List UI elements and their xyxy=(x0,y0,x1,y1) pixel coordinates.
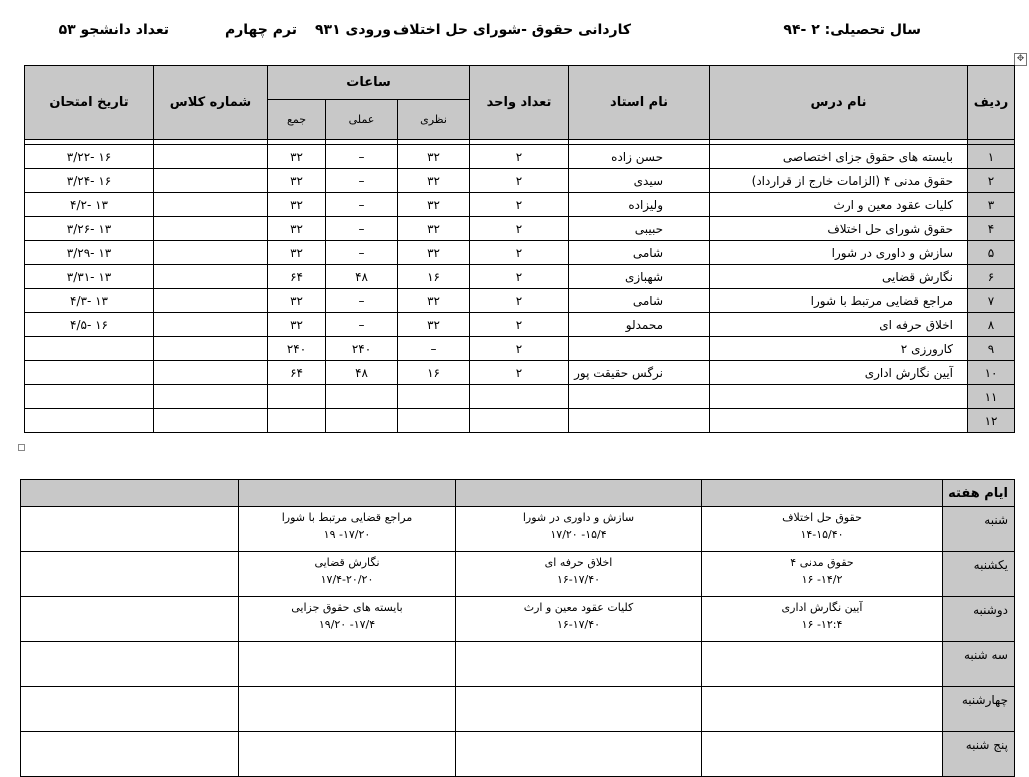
entry-code: ورودی ۹۳۱ xyxy=(315,22,391,38)
schedule-row xyxy=(21,642,1015,687)
schedule-slot xyxy=(456,507,702,552)
class-time: ۱۶-۱۷/۴۰ xyxy=(556,573,601,586)
schedule-slot xyxy=(456,597,702,642)
schedule-header-cell xyxy=(702,480,943,507)
class-name: مراجع قضایی مرتبط با شورا xyxy=(281,511,413,524)
practical-hours: – xyxy=(326,241,398,265)
schedule-slot xyxy=(456,732,702,777)
table-row xyxy=(25,169,1015,193)
schedule-slot xyxy=(456,687,702,732)
schedule-slot xyxy=(702,732,943,777)
teacher-name: شامی xyxy=(569,289,710,313)
schedule-slot xyxy=(239,597,456,642)
table-row xyxy=(25,289,1015,313)
classroom-number xyxy=(154,361,268,385)
total-hours: ۳۲ xyxy=(268,241,326,265)
course-name: آیین نگارش اداری xyxy=(710,361,968,385)
schedule-slot-empty xyxy=(21,507,239,552)
teacher-name: شهبازی xyxy=(569,265,710,289)
course-table xyxy=(24,65,1015,433)
document-header xyxy=(0,22,1029,46)
exam-date: ۱۳ -۴/۲ xyxy=(25,193,154,217)
teacher-name xyxy=(569,337,710,361)
theory-hours: ۳۲ xyxy=(398,241,470,265)
class-name: آیین نگارش اداری xyxy=(781,601,863,614)
schedule-slot xyxy=(702,597,943,642)
weekday-label: سه شنبه xyxy=(943,642,1015,687)
course-name: نگارش قضایی xyxy=(710,265,968,289)
schedule-slot-empty xyxy=(21,642,239,687)
theory-hours: ۳۲ xyxy=(398,289,470,313)
unit-count: ۲ xyxy=(470,193,569,217)
weekdays-header: ایام هفته xyxy=(943,480,1015,507)
table-row xyxy=(25,337,1015,361)
schedule-slot xyxy=(239,687,456,732)
schedule-row xyxy=(21,687,1015,732)
exam-date: ۱۳ -۴/۳ xyxy=(25,289,154,313)
row-number: ۱ xyxy=(968,145,1015,169)
total-hours xyxy=(268,409,326,433)
schedule-slot-empty xyxy=(21,732,239,777)
schedule-slot xyxy=(239,552,456,597)
row-number: ۵ xyxy=(968,241,1015,265)
schedule-slot xyxy=(239,642,456,687)
academic-year: سال تحصیلی: ۲ -۹۴ xyxy=(783,22,921,38)
schedule-slot xyxy=(702,507,943,552)
total-hours: ۳۲ xyxy=(268,145,326,169)
schedule-slot xyxy=(702,552,943,597)
course-name: سازش و داوری در شورا xyxy=(710,241,968,265)
table-row xyxy=(25,145,1015,169)
course-name xyxy=(710,409,968,433)
unit-count: ۲ xyxy=(470,145,569,169)
schedule-row xyxy=(21,552,1015,597)
header-hours: ساعات xyxy=(268,66,470,100)
course-name: حقوق شورای حل اختلاف xyxy=(710,217,968,241)
row-number: ۲ xyxy=(968,169,1015,193)
table-row xyxy=(25,409,1015,433)
teacher-name: حبیبی xyxy=(569,217,710,241)
classroom-number xyxy=(154,193,268,217)
table-row xyxy=(25,241,1015,265)
schedule-header-cell xyxy=(239,480,456,507)
theory-hours: ۳۲ xyxy=(398,313,470,337)
classroom-number xyxy=(154,313,268,337)
class-name: بایسته های حقوق جزایی xyxy=(291,601,403,614)
practical-hours: – xyxy=(326,193,398,217)
total-hours: ۶۴ xyxy=(268,265,326,289)
teacher-name: محمدلو xyxy=(569,313,710,337)
practical-hours: – xyxy=(326,217,398,241)
total-hours: ۶۴ xyxy=(268,361,326,385)
header-classroom: شماره کلاس xyxy=(154,66,268,140)
teacher-name: نرگس حقیقت پور xyxy=(569,361,710,385)
classroom-number xyxy=(154,145,268,169)
class-time: ۱۴/۲- ۱۶ xyxy=(801,573,843,586)
teacher-name: شامی xyxy=(569,241,710,265)
total-hours: ۳۲ xyxy=(268,169,326,193)
teacher-name xyxy=(569,385,710,409)
exam-date: ۱۳ -۳/۲۹ xyxy=(25,241,154,265)
practical-hours: – xyxy=(326,169,398,193)
unit-count: ۲ xyxy=(470,169,569,193)
exam-date xyxy=(25,385,154,409)
classroom-number xyxy=(154,241,268,265)
teacher-name: حسن زاده xyxy=(569,145,710,169)
class-name: نگارش قضایی xyxy=(314,556,380,569)
header-total: جمع xyxy=(268,100,326,140)
student-count: تعداد دانشجو ۵۳ xyxy=(58,22,169,38)
row-number: ۳ xyxy=(968,193,1015,217)
schedule-slot xyxy=(702,687,943,732)
unit-count: ۲ xyxy=(470,289,569,313)
table-resize-handle[interactable] xyxy=(18,444,25,451)
theory-hours: ۳۲ xyxy=(398,145,470,169)
total-hours xyxy=(268,385,326,409)
weekday-label: شنبه xyxy=(943,507,1015,552)
schedule-row xyxy=(21,507,1015,552)
teacher-name: ولیزاده xyxy=(569,193,710,217)
class-time: ۱۲:۴- ۱۶ xyxy=(801,618,843,631)
schedule-slot xyxy=(456,642,702,687)
program-title: کاردانی حقوق -شورای حل اختلاف xyxy=(393,22,631,38)
practical-hours xyxy=(326,385,398,409)
class-time: ۱۴-۱۵/۴۰ xyxy=(800,528,844,541)
unit-count: ۲ xyxy=(470,265,569,289)
teacher-name xyxy=(569,409,710,433)
class-time: ۱۷/۴- ۱۹/۲۰ xyxy=(318,618,376,631)
row-number: ۶ xyxy=(968,265,1015,289)
schedule-slot-empty xyxy=(21,597,239,642)
exam-date: ۱۶ -۳/۲۲ xyxy=(25,145,154,169)
schedule-slot-empty xyxy=(21,687,239,732)
header-practical: عملی xyxy=(326,100,398,140)
classroom-number xyxy=(154,217,268,241)
schedule-header-cell xyxy=(21,480,239,507)
class-time: ۱۶-۱۷/۴۰ xyxy=(556,618,601,631)
theory-hours: ۱۶ xyxy=(398,265,470,289)
exam-date xyxy=(25,361,154,385)
table-row xyxy=(25,217,1015,241)
row-number: ۸ xyxy=(968,313,1015,337)
total-hours: ۳۲ xyxy=(268,289,326,313)
class-time: ۱۷/۴-۲۰/۲۰ xyxy=(320,573,374,586)
unit-count: ۲ xyxy=(470,313,569,337)
schedule-slot xyxy=(239,507,456,552)
practical-hours: – xyxy=(326,289,398,313)
weekday-label: دوشنبه xyxy=(943,597,1015,642)
practical-hours: ۴۸ xyxy=(326,265,398,289)
row-number: ۱۰ xyxy=(968,361,1015,385)
total-hours: ۲۴۰ xyxy=(268,337,326,361)
row-number: ۴ xyxy=(968,217,1015,241)
exam-date: ۱۶ -۳/۲۴ xyxy=(25,169,154,193)
exam-date: ۱۶ -۴/۵ xyxy=(25,313,154,337)
row-number: ۱۲ xyxy=(968,409,1015,433)
header-theory: نظری xyxy=(398,100,470,140)
classroom-number xyxy=(154,337,268,361)
class-name: سازش و داوری در شورا xyxy=(522,511,635,524)
header-exam-date: تاریخ امتحان xyxy=(25,66,154,140)
row-number: ۱۱ xyxy=(968,385,1015,409)
unit-count: ۲ xyxy=(470,337,569,361)
row-number: ۹ xyxy=(968,337,1015,361)
class-time: ۱۵/۴- ۱۷/۲۰ xyxy=(550,528,607,541)
exam-date: ۱۳ -۳/۳۱ xyxy=(25,265,154,289)
schedule-slot-empty xyxy=(21,552,239,597)
classroom-number xyxy=(154,385,268,409)
header-row: ردیف xyxy=(968,66,1015,140)
course-name: کلیات عقود معین و ارث xyxy=(710,193,968,217)
theory-hours xyxy=(398,409,470,433)
practical-hours: ۴۸ xyxy=(326,361,398,385)
term-label: ترم چهارم xyxy=(224,22,297,38)
unit-count: ۲ xyxy=(470,217,569,241)
theory-hours: – xyxy=(398,337,470,361)
unit-count: ۲ xyxy=(470,241,569,265)
class-name: اخلاق حرفه ای xyxy=(544,556,613,569)
course-name: حقوق مدنی ۴ (الزامات خارج از قرارداد) xyxy=(710,169,968,193)
practical-hours xyxy=(326,409,398,433)
schedule-slot xyxy=(456,552,702,597)
theory-hours: ۳۲ xyxy=(398,169,470,193)
course-name: مراجع قضایی مرتبط با شورا xyxy=(710,289,968,313)
class-name: حقوق حل اختلاف xyxy=(782,511,862,524)
practical-hours: – xyxy=(326,313,398,337)
course-name xyxy=(710,385,968,409)
table-move-handle-icon[interactable]: ✥ xyxy=(1014,53,1027,66)
total-hours: ۳۲ xyxy=(268,193,326,217)
schedule-row xyxy=(21,732,1015,777)
course-name: بایسته های حقوق جزای اختصاصی xyxy=(710,145,968,169)
course-name: اخلاق حرفه ای xyxy=(710,313,968,337)
header-teacher: نام استاد xyxy=(569,66,710,140)
total-hours: ۳۲ xyxy=(268,217,326,241)
classroom-number xyxy=(154,289,268,313)
schedule-row xyxy=(21,597,1015,642)
table-row xyxy=(25,313,1015,337)
exam-date xyxy=(25,337,154,361)
total-hours: ۳۲ xyxy=(268,313,326,337)
classroom-number xyxy=(154,169,268,193)
theory-hours: ۳۲ xyxy=(398,193,470,217)
teacher-name: سیدی xyxy=(569,169,710,193)
unit-count: ۲ xyxy=(470,361,569,385)
schedule-slot xyxy=(702,642,943,687)
table-row xyxy=(25,385,1015,409)
weekday-label: چهارشنبه xyxy=(943,687,1015,732)
class-name: حقوق مدنی ۴ xyxy=(790,556,854,569)
unit-count xyxy=(470,409,569,433)
classroom-number xyxy=(154,265,268,289)
classroom-number xyxy=(154,409,268,433)
schedule-slot xyxy=(239,732,456,777)
weekday-label: یکشنبه xyxy=(943,552,1015,597)
table-row xyxy=(25,193,1015,217)
course-name: کارورزی ۲ xyxy=(710,337,968,361)
theory-hours: ۳۲ xyxy=(398,217,470,241)
header-course: نام درس xyxy=(710,66,968,140)
exam-date xyxy=(25,409,154,433)
row-number: ۷ xyxy=(968,289,1015,313)
class-name: کلیات عقود معین و ارث xyxy=(523,601,634,614)
practical-hours: – xyxy=(326,145,398,169)
table-row xyxy=(25,361,1015,385)
theory-hours: ۱۶ xyxy=(398,361,470,385)
header-units: تعداد واحد xyxy=(470,66,569,140)
weekly-schedule-table xyxy=(20,479,1015,777)
practical-hours: ۲۴۰ xyxy=(326,337,398,361)
class-time: ۱۷/۲۰- ۱۹ xyxy=(323,528,371,541)
theory-hours xyxy=(398,385,470,409)
unit-count xyxy=(470,385,569,409)
exam-date: ۱۳ -۳/۲۶ xyxy=(25,217,154,241)
schedule-header-cell xyxy=(456,480,702,507)
table-row xyxy=(25,265,1015,289)
weekday-label: پنج شنبه xyxy=(943,732,1015,777)
